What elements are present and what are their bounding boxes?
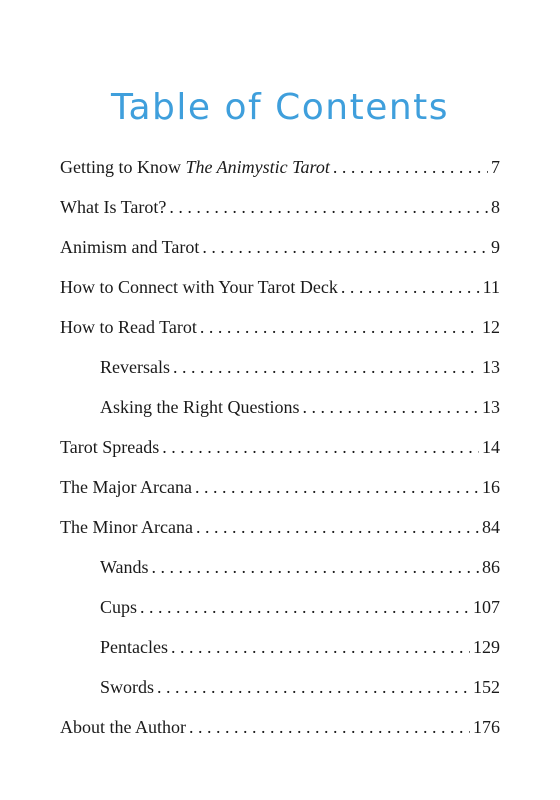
- toc-entry[interactable]: [60, 227, 500, 267]
- toc-entry-label: Asking the Right Questions: [100, 397, 300, 417]
- dot-leader: [200, 307, 479, 347]
- dot-leader: [140, 587, 470, 627]
- toc-page-number: 129: [473, 637, 500, 657]
- toc-page-number: 9: [491, 237, 500, 257]
- dot-leader: [202, 227, 488, 267]
- toc-subentry[interactable]: [60, 547, 500, 587]
- dot-leader: [341, 267, 480, 307]
- toc-page-number: 8: [491, 197, 500, 217]
- dot-leader: [152, 547, 479, 587]
- toc-entry[interactable]: [60, 307, 500, 347]
- toc-page-number: 13: [482, 397, 500, 417]
- toc-page-number: 16: [482, 477, 500, 497]
- toc-entry[interactable]: [60, 267, 500, 307]
- toc-subentry[interactable]: [60, 667, 500, 707]
- toc-entry-label: How to Read Tarot: [60, 317, 197, 337]
- toc-entry-label: What Is Tarot?: [60, 197, 167, 217]
- toc-page-number: 152: [473, 677, 500, 697]
- toc-entry-label: Pentacles: [100, 637, 168, 657]
- dot-leader: [196, 507, 479, 547]
- toc-page-number: 7: [491, 157, 500, 177]
- toc-entry-label: Swords: [100, 677, 155, 697]
- toc-entry-label: Cups: [100, 597, 138, 617]
- toc-entry-label: About the Author: [60, 717, 186, 737]
- toc-entry[interactable]: [60, 507, 500, 547]
- dot-leader: [189, 707, 470, 747]
- toc-page-number: 14: [482, 437, 500, 457]
- toc-subentry[interactable]: [60, 587, 500, 627]
- toc-entry[interactable]: [60, 187, 500, 227]
- toc-page-number: 13: [482, 357, 500, 377]
- dot-leader: [303, 387, 479, 427]
- toc-subentry[interactable]: [60, 387, 500, 427]
- toc-entry-label: The Major Arcana: [60, 477, 192, 497]
- dot-leader: [333, 147, 488, 187]
- toc-entry-label: Getting to Know The Animystic Tarot: [60, 157, 330, 177]
- toc-entry[interactable]: [60, 707, 500, 747]
- dot-leader: [195, 467, 479, 507]
- toc-entry-label: Reversals: [100, 357, 170, 377]
- toc-page-number: 84: [482, 517, 500, 537]
- dot-leader: [169, 187, 488, 227]
- toc-page-number: 107: [473, 597, 500, 617]
- toc-entry-label: How to Connect with Your Tarot Deck: [60, 277, 338, 297]
- page-title: Table of Contents: [110, 87, 450, 128]
- toc-entry[interactable]: [60, 147, 500, 187]
- toc-page-number: 12: [482, 317, 500, 337]
- toc-page-number: 86: [482, 557, 500, 577]
- toc-subentry[interactable]: [60, 347, 500, 387]
- toc-entry-label: Animism and Tarot: [60, 237, 200, 257]
- toc-entry[interactable]: [60, 467, 500, 507]
- toc-page-number: 176: [473, 717, 500, 737]
- toc-entry-label: The Minor Arcana: [60, 517, 193, 537]
- toc-entry-label: Tarot Spreads: [60, 437, 160, 457]
- toc-page-number: 11: [482, 277, 500, 297]
- toc-entry-label: Wands: [100, 557, 149, 577]
- dot-leader: [173, 347, 479, 387]
- dot-leader: [171, 627, 470, 667]
- toc-entry[interactable]: [60, 427, 500, 467]
- dot-leader: [157, 667, 470, 707]
- table-of-contents: [60, 147, 500, 747]
- dot-leader: [162, 427, 479, 467]
- toc-subentry[interactable]: [60, 627, 500, 667]
